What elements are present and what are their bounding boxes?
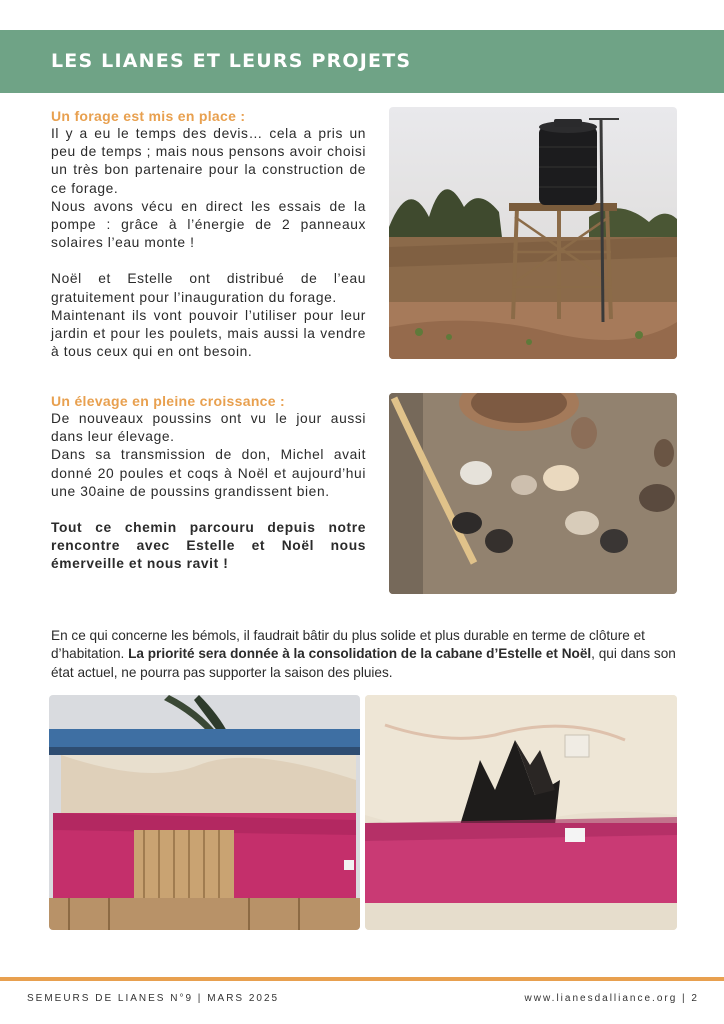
- elevage-paragraph-1: De nouveaux poussins ont vu le jour aussi dans leur élevage.: [51, 411, 366, 445]
- forage-paragraph-1: Il y a eu le temps des devis… cela a pris un peu de temps ; mais nous pensons avoir choisi un très bon partenaire pour la construction de ce forage.: [51, 126, 366, 196]
- section-elevage: [51, 392, 366, 574]
- forage-paragraph-3: Noël et Estelle ont distribué de l’eau gratuitement pour l’inauguration du forage.: [51, 271, 366, 305]
- footer-issue: SEMEURS DE LIANES N°9 | MARS 2025: [27, 993, 280, 1004]
- water-tower-photo: [389, 107, 677, 359]
- footer-divider: [0, 977, 724, 981]
- elevage-paragraph-2: Dans sa transmission de don, Michel avait donné 20 poules et coqs à Noël et aujourd’hui une 30aine de poussins grandissent bien.: [51, 447, 366, 499]
- forage-paragraph-4: Maintenant ils vont pouvoir l’utiliser pour leur jardin et pour les poulets, mais aussi la vendre à tous ceux qui en ont besoin.: [51, 307, 366, 360]
- hut-front-photo: [49, 695, 360, 930]
- page-title: LES LIANES ET LEURS PROJETS: [51, 50, 412, 72]
- closing-text-part-1: En ce qui concerne les bémols, il faudrait bâtir du plus solide et plus durable en terme de clôture et d’habitation.: [51, 628, 645, 662]
- closing-text-bold: La priorité sera donnée à la consolidation de la cabane d’Estelle et Noël: [128, 646, 592, 662]
- section-title-forage: Un forage est mis en place :: [51, 108, 246, 124]
- section-forage: [51, 107, 366, 361]
- forage-paragraph-2: Nous avons vécu en direct les essais de la pompe : grâce à l’énergie de 2 panneaux solaires l’eau monte !: [51, 198, 366, 251]
- hut-closeup-photo: [365, 695, 677, 930]
- elevage-paragraph-3: Tout ce chemin parcouru depuis notre rencontre avec Estelle et Noël nous émerveille et nous ravit !: [51, 520, 366, 572]
- section-title-elevage: Un élevage en pleine croissance :: [51, 393, 285, 409]
- closing-text-part-2: , qui dans son état actuel, ne pourra pas supporter la saison des pluies.: [51, 646, 676, 680]
- footer-website: www.lianesdalliance.org | 2: [524, 993, 699, 1004]
- chicks-photo: [389, 393, 677, 594]
- closing-paragraph: [51, 627, 676, 682]
